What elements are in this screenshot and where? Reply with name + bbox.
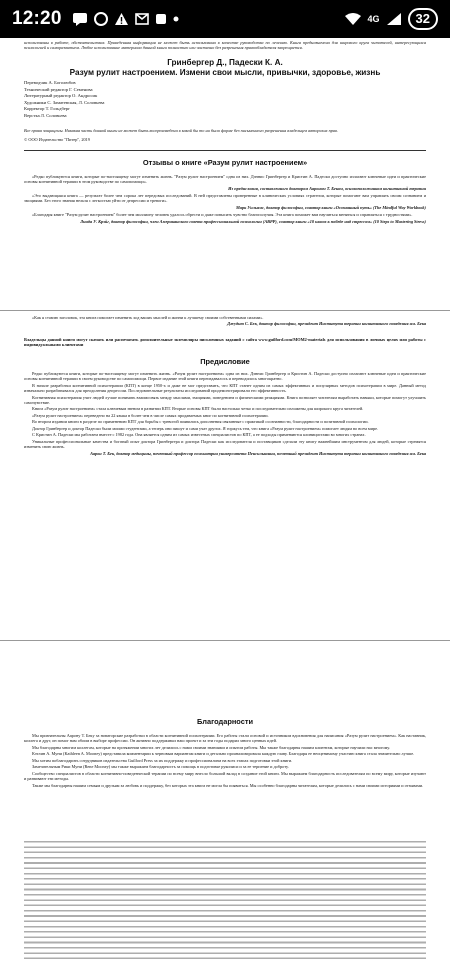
- preface-paragraph: Доктор Гринбергер и доктор Падески были моими студентами, а теперь они пишут и сами учат других. Я горжусь тем, что книга «Разум рулит настроением» помогает людям во всем мире.: [32, 425, 379, 431]
- reviews-heading: Отзывы о книге «Разум рулит настроением»: [142, 158, 308, 167]
- acknowledgments-paragraph: Мы хотим поблагодарить сотрудников издательства Guilford Press за их поддержку и профессионализм на всех этапах подготовки этой книги.: [32, 757, 293, 763]
- credit-line: Переводчик А. Боголюбов: [24, 80, 76, 85]
- review-text: «Благодаря книге "Разум рулит настроением" более чем миллиону человек удалось обрести и даже повысить чувство благополучия. Эта книга поможет вам научиться меняться и справляться с трудностями».: [32, 212, 413, 218]
- divider: [24, 150, 426, 151]
- chat-icon: [94, 12, 108, 26]
- book-page-acknowledgments: [0, 641, 450, 975]
- preface-paragraph: Книга «Разум рулит настроением» стала ключевым звеном в развитии КПТ. Вторые основы КПТ были настолько четко и последовательно изложены для широкого круга читателей.: [32, 406, 364, 412]
- quote-text: «Как я ставлю заголовок, эта книга помогает изменить ход ваших мыслей и жизни к лучшему своими собственными силами».: [32, 315, 264, 320]
- preface-paragraph: Когнитивная психотерапия учит людей лучше понимать взаимосвязь между мыслями, эмоциями, поведением и физическими реакциями. Книга позволяет читателям выработать навыки, которые помогут улучшить самочувствие.: [24, 394, 426, 405]
- acknowledgments-paragraph: Кэтлин А. Муни (Kathleen A. Mooney) представила комментарии к черновым вариантам книги и детально проанализировала каждую главу. Благодаря ее неоценимому участию книга стала значительно лучше.: [32, 751, 415, 757]
- acknowledgments-paragraph: Замечательным Рики Муни (Rene Mooney) мы также выражаем благодарность за помощь в подготовке рукописи и за ее терпение и доброту.: [32, 764, 289, 770]
- preface-paragraph: Уникальные профессиональные качества и богатый опыт доктора Гринбергера и доктора Падески как исследователя и поставщиков сделали эту книгу важнейшим инструментом для людей, которые стремятся изменить свою жизнь.: [24, 438, 426, 450]
- preface-paragraph: В начале разработки когнитивной психотерапии (КПТ) в конце 1950-х и даже не мог представить, что КПТ станет одним из самых эффективных и популярных методов психотерапии в мире. Данный метод изначально разрабатывался для преодоления депрессии. Последовательные результаты исследований продемонстрировали его эффективность.: [24, 382, 426, 394]
- notification-icons: [72, 12, 179, 26]
- book-page-preface: [0, 311, 450, 641]
- status-time: 12:20: [12, 8, 62, 29]
- book-subtitle: Разум рулит настроением. Измени свои мысли, привычки, здоровье, жизнь: [69, 68, 381, 77]
- credit-line: Художники С. Заматевская, Л. Соловьева: [24, 99, 105, 105]
- quote-signature: Джудит С. Бек, доктор философии, президент Института терапии когнитивного поведения им. Бека: [227, 321, 426, 327]
- text-lines: [24, 841, 426, 961]
- review-signature: Из предисловия, составленного доктором Аароном Т. Беком, основоположником когнитивной терапии: [228, 185, 426, 191]
- status-bar: [0, 0, 450, 38]
- review-signature: Марк Уильямс, доктор философии, соавтор книги «Осознанный путь» (The Mindful Way Workbook): [236, 204, 426, 210]
- acknowledgments-paragraph: Также мы благодарны нашим семьям и друзьям за любовь и поддержку, без которых эта книга не могла бы появиться. Мы особенно благодарны читателям, которые делились с нами своими историями и отзывами.: [32, 782, 424, 788]
- acknowledgments-paragraph: Мы благодарны многим коллегам, которые на протяжении многих лет делились с нами своими знаниями и опытом работы. Мы также благодарны нашим клиентам, которые научили нас многому.: [32, 744, 391, 750]
- credit-line: Корректор Т. Гольдберг: [24, 106, 70, 112]
- copyright-line: © ООО Издательство "Питер", 2019: [24, 137, 90, 143]
- preface-paragraph: «Разум рулит настроением» переведено на 22 языка в более чем в числе самых продаваемых книг по когнитивной психотерапии.: [32, 412, 269, 418]
- acknowledgments-heading: Благодарности: [197, 717, 253, 726]
- preface-paragraph: Во втором издании книги в разделе по применению КПТ для борьбы с тревогой появились дополнения связанные с практикой осознанности, благодарности и позитивной психологии.: [32, 419, 369, 425]
- review-text: «Это выдающаяся книга — результат более чем сорока лет передовых исследований. В ней представлены проверенные в клинических условиях стратегии, которые помогают вам управлять своим сознанием и эмоциями. Без этого знания нельзя с легкостью уйти от депрессии и тревоги».: [24, 193, 426, 204]
- preface-paragraph: Редко публикуются книги, которые по-настоящему могут изменить жизнь. «Разум рулит настроением» одна из них. Дэннис Гринбергер и Кристин А. Падески доступно излагают ключевые идеи и практические основы когнитивной терапии в своем руководстве по самопомощи. Первое издание этой книги переиздавалось и переводилось многократно.: [24, 371, 426, 382]
- battery-level: 32: [408, 8, 438, 30]
- preface-paragraph: С Кристин А. Падески мы работаем вместе с 1982 года. Она является одним из самых известных специалистов по КПТ, а ее подходы применяются клиницистами во многих странах.: [32, 432, 366, 438]
- review-signature: Линда У. Крэйг, доктор философии, член Американского совета профессиональной психологии (ABPP), соавтор книги «10 шагов к победе над стрессом» (10 Steps to Mastering Stress): [80, 218, 426, 224]
- review-text: «Редко публикуются книги, которые по-настоящему могут изменить жизнь. "Разум рулит настроением" одна из них. Дэннис Гринбергер и Кристин А. Падески доступно излагают ключевые идеи и практические основы когнитивной терапии в этом руководстве по самопомощи».: [24, 174, 426, 185]
- mail-icon: [135, 13, 149, 25]
- more-dot-icon: [173, 16, 179, 22]
- credits-list: [24, 80, 194, 120]
- preface-heading: Предисловие: [200, 357, 250, 366]
- warning-icon: [114, 12, 129, 26]
- credit-line: Литературный редактор О. Андросик: [24, 93, 98, 99]
- message-icon: [72, 12, 88, 26]
- book-page-copyright: [0, 38, 450, 311]
- acknowledgments-paragraph: Сообщество специалистов в области когнитивно-поведенческой терапии по всему миру внесло большой вклад в создание этой книги. Мы выражаем благодарность исследователям по всему миру, которые изучают и развивают эти методы.: [24, 770, 426, 782]
- book-title: Гринбергер Д., Падески К. А.: [167, 58, 283, 67]
- system-icons: [344, 8, 438, 30]
- download-notice: Владельцы данной книги могут скачать или распечатать дополнительные экземпляры письменных заданий с сайта www.guilford.com/MOM2-materials для использования в личных целях или работы с индивидуальными клиентами: [24, 337, 426, 348]
- intro-text: использованы в работе, обстоятельствах. Приведенная информация не может быть использована в качестве руководства по лечению. Книга предназначена для широкого круга читателей, интересующихся психологией и саморазвитием. Любое использование материала данной книги полностью или частично без разрешения правообладателя запрещается.: [24, 40, 426, 51]
- preface-signature: Аарон Т. Бек, доктор медицины, почетный профессор психиатрии университета Пенсильвании, почетный президент Института терапии когнитивного поведения им. Бека: [90, 450, 426, 456]
- rights-notice: Все права защищены. Никакая часть данной книги не может быть воспроизведена в какой бы то ни было форме без письменного разрешения владельцев авторских прав.: [24, 128, 338, 133]
- credit-line: Технический редактор Г. Семенова: [24, 86, 93, 92]
- network-type: 4G: [367, 13, 380, 24]
- wifi-icon: [344, 12, 362, 26]
- signal-icon: [386, 12, 402, 26]
- app-icon: [155, 13, 167, 25]
- continued-text-block: [24, 841, 426, 961]
- credit-line: Верстка Л. Соловьева: [24, 112, 67, 118]
- acknowledgments-paragraph: Мы признательны Аарону Т. Беку за новаторские разработки в области когнитивной психотерапии. Его работы стали основой и источником вдохновения для написания «Разум рулит настроением». Как наставник, коллега и друг, он помог нам обоим в выборе профессии. Он активно поддерживал наш проект и за эти годы подарил много ценных идей.: [24, 733, 426, 744]
